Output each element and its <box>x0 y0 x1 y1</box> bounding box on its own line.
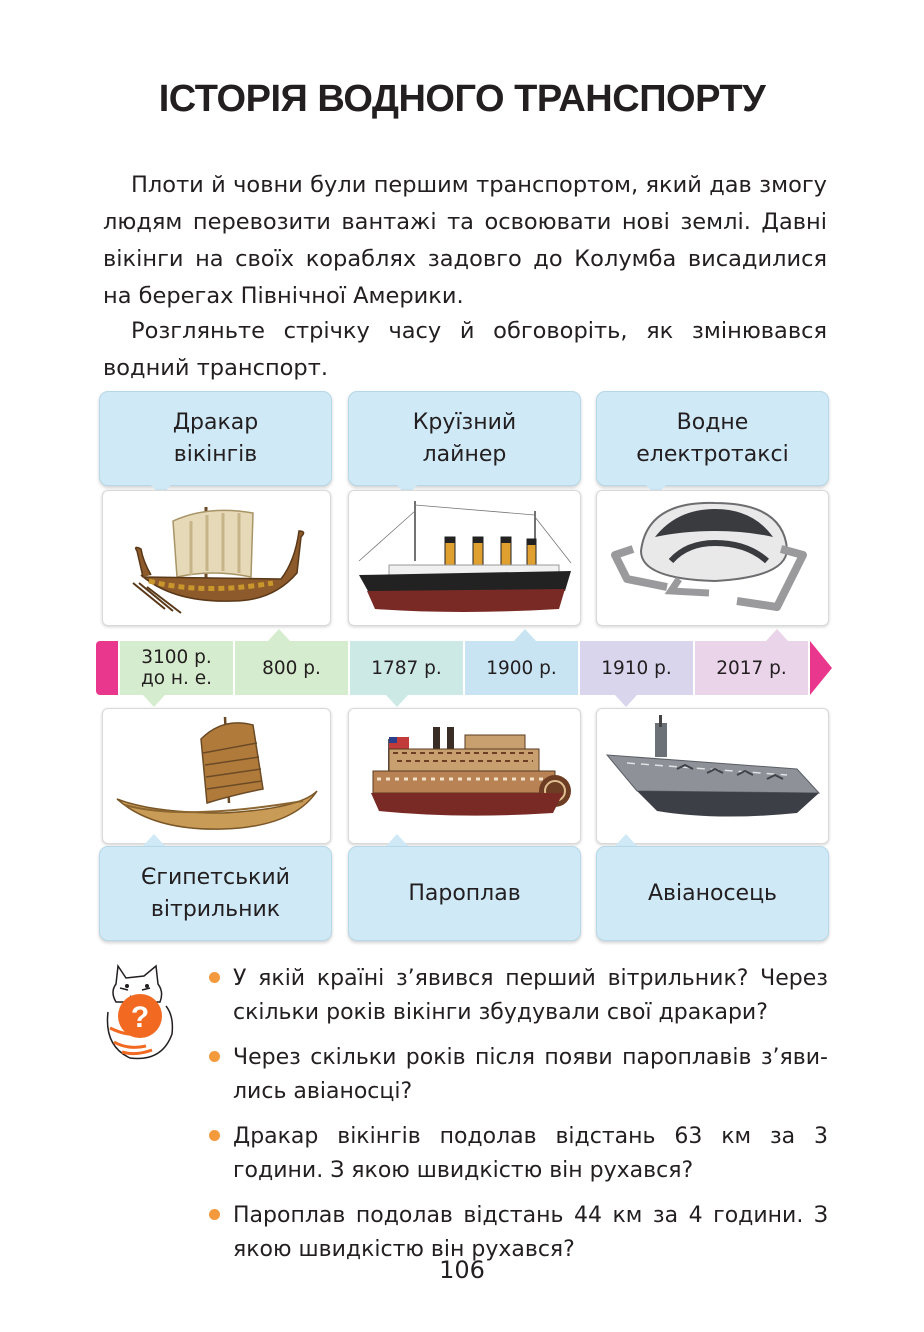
timeline-tick <box>386 695 408 707</box>
question-text: Через скільки років після появи пароплавів з’явились авіаносці? <box>233 1045 828 1104</box>
timeline-year: 3100 р. до н. е. <box>140 647 213 689</box>
label-pointer <box>386 834 408 846</box>
timeline-segment <box>465 641 578 695</box>
cruise-liner-image <box>348 490 581 626</box>
timeline-segment <box>235 641 348 695</box>
timeline-year: 1900 р. <box>486 657 557 679</box>
timeline-year: 800 р. <box>262 657 321 679</box>
list-item <box>206 1120 828 1188</box>
task-paragraph: Розгляньте стрічку часу й обговоріть, як змінювався водний транспорт. <box>103 318 827 381</box>
question-text: У якій країні з’явився перший вітрильник? Через скільки років вікінги збудували свої дракари? <box>233 966 828 1025</box>
bullet-icon <box>209 972 220 983</box>
label-card-aircraft-carrier <box>596 846 829 941</box>
label-text: Єгипетський вітрильник <box>141 864 290 922</box>
timeline-year: 2017 р. <box>716 657 787 679</box>
label-text: Пароплав <box>408 880 521 906</box>
label-card-water-taxi <box>596 391 829 486</box>
viking-drakkar-image <box>102 490 331 626</box>
timeline-tick <box>766 629 788 641</box>
timeline-start-cap <box>96 641 118 695</box>
timeline-segment <box>350 641 463 695</box>
label-card-steamboat <box>348 846 581 941</box>
label-pointer <box>143 834 165 846</box>
questions-list <box>206 962 828 1278</box>
timeline-tick <box>514 629 536 641</box>
aircraft-carrier-image <box>596 708 829 844</box>
water-taxi-image <box>596 490 829 626</box>
timeline-ribbon <box>96 641 834 695</box>
timeline-tick <box>143 695 165 707</box>
label-card-egyptian-sailboat <box>99 846 332 941</box>
label-text: Авіаносець <box>647 880 778 906</box>
timeline-tick <box>268 629 290 641</box>
label-card-cruise-liner <box>348 391 581 486</box>
timeline-segment <box>120 641 233 695</box>
question-mark-glyph: ? <box>130 1001 150 1034</box>
label-text: Круїзний лайнер <box>412 409 517 467</box>
steamboat-image <box>348 708 581 844</box>
list-item <box>206 1041 828 1109</box>
timeline-year: 1910 р. <box>601 657 672 679</box>
label-pointer <box>615 834 637 846</box>
timeline-tick <box>615 695 637 707</box>
label-text: Водне електротаксі <box>636 409 789 467</box>
bullet-icon <box>209 1209 220 1220</box>
bullet-icon <box>209 1051 220 1062</box>
egyptian-sailboat-image <box>102 708 331 844</box>
cat-question-icon <box>100 962 178 1062</box>
intro-paragraph: Плоти й човни були першим транспортом, який дав змогу людям перевозити вантажі та освоювати нові землі. Давні вікінги на своїх кораблях задовго до Колумба висадилися на берегах Північної Америки. <box>103 172 827 309</box>
timeline-segment <box>580 641 693 695</box>
timeline-segment <box>695 641 808 695</box>
list-item <box>206 962 828 1030</box>
bullet-icon <box>209 1130 220 1141</box>
label-text: Дракар вікінгів <box>172 409 259 467</box>
timeline-arrow-head <box>810 641 832 695</box>
question-text: Пароплав подолав відстань 44 км за 4 години. З якою швидкістю він рухався? <box>233 1203 828 1262</box>
question-text: Дракар вікінгів подолав відстань 63 км за 3 години. З якою швидкістю він рухався? <box>233 1124 828 1183</box>
page-number: 106 <box>439 1256 485 1284</box>
timeline-year: 1787 р. <box>371 657 442 679</box>
label-card-viking-drakkar <box>99 391 332 486</box>
page-title: ІСТОРІЯ ВОДНОГО ТРАНСПОРТУ <box>158 78 766 120</box>
